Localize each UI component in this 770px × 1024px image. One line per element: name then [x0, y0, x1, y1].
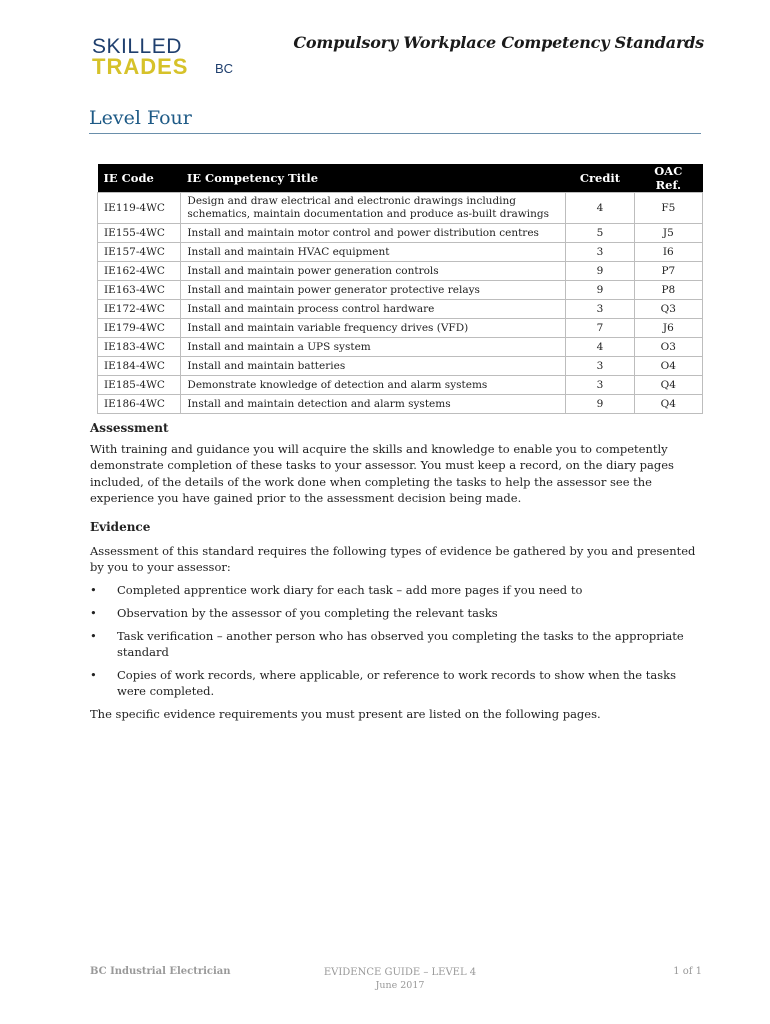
cell-oac: Q4 [634, 376, 702, 395]
table-row [98, 193, 703, 224]
cell-credit: 9 [566, 281, 634, 300]
bullet-icon: • [90, 606, 97, 620]
bullet-icon: • [90, 668, 97, 682]
header-ie-code: IE Code [98, 164, 181, 193]
footer-trade-name: BC Industrial Electrician [90, 966, 231, 977]
competency-table [97, 164, 703, 414]
cell-oac: F5 [634, 193, 702, 224]
footer-date: June 2017 [375, 980, 425, 991]
heading-divider [89, 133, 701, 134]
cell-oac: O3 [634, 338, 702, 357]
table-row [98, 338, 703, 357]
cell-credit: 5 [566, 224, 634, 243]
cell-code: IE179-4WC [98, 319, 181, 338]
cell-title: Install and maintain a UPS system [181, 338, 566, 357]
logo-line-skilled: SKILLED [92, 35, 182, 58]
table-header-row [98, 164, 703, 193]
evidence-bullet-list [90, 582, 700, 722]
cell-code: IE157-4WC [98, 243, 181, 262]
list-item-text: Completed apprentice work diary for each task – add more pages if you need to [117, 583, 583, 597]
assessment-section [90, 420, 700, 507]
cell-oac: I6 [634, 243, 702, 262]
table-row [98, 319, 703, 338]
cell-code: IE185-4WC [98, 376, 181, 395]
cell-credit: 3 [566, 300, 634, 319]
table-row [98, 357, 703, 376]
cell-oac: O4 [634, 357, 702, 376]
document-header-title: Compulsory Workplace Competency Standards [293, 33, 704, 52]
list-item-text: Task verification – another person who has observed you completing the tasks to the appropriate standard [117, 629, 684, 659]
cell-title: Demonstrate knowledge of detection and alarm systems [181, 376, 566, 395]
cell-oac: P7 [634, 262, 702, 281]
evidence-closing: The specific evidence requirements you must present are listed on the following pages. [90, 707, 601, 721]
cell-code: IE183-4WC [98, 338, 181, 357]
cell-credit: 4 [566, 338, 634, 357]
cell-title: Install and maintain process control hardware [181, 300, 566, 319]
cell-title: Install and maintain variable frequency drives (VFD) [181, 319, 566, 338]
evidence-intro: Assessment of this standard requires the following types of evidence be gathered by you and presented by you to your assessor: [90, 543, 696, 574]
table-row [98, 262, 703, 281]
footer-page-number: 1 of 1 [673, 966, 702, 977]
cell-code: IE184-4WC [98, 357, 181, 376]
table-row [98, 395, 703, 414]
bullet-icon: • [90, 629, 97, 643]
cell-code: IE172-4WC [98, 300, 181, 319]
cell-oac: Q4 [634, 395, 702, 414]
header-oac-ref: OAC Ref. [634, 164, 702, 193]
cell-oac: Q3 [634, 300, 702, 319]
cell-title: Install and maintain motor control and power distribution centres [181, 224, 566, 243]
cell-credit: 4 [566, 193, 634, 224]
bullet-icon: • [90, 583, 97, 597]
cell-oac: J6 [634, 319, 702, 338]
header-credit: Credit [566, 164, 634, 193]
header-competency-title: IE Competency Title [181, 164, 566, 193]
table-row [98, 300, 703, 319]
table-row [98, 243, 703, 262]
list-item-text: Copies of work records, where applicable, or reference to work records to show when the tasks were completed. [117, 668, 677, 698]
table-row [98, 224, 703, 243]
cell-title: Install and maintain power generator protective relays [181, 281, 566, 300]
logo-line-trades: TRADES [92, 54, 189, 79]
skilled-trades-bc-logo [92, 36, 242, 80]
table-row [98, 281, 703, 300]
logo-line-bc: BC [215, 61, 234, 76]
assessment-title: Assessment [90, 421, 169, 435]
list-item [90, 605, 700, 621]
list-item [90, 667, 700, 699]
cell-title: Install and maintain power generation controls [181, 262, 566, 281]
assessment-body: With training and guidance you will acquire the skills and knowledge to enable you to competently demonstrate completion of these tasks to your assessor. You must keep a record, on the diary pages included, of the details of the work done when completing the tasks to help the assessor see the experience you have gained prior to the assessment decision being made. [90, 441, 674, 505]
cell-credit: 3 [566, 357, 634, 376]
cell-credit: 3 [566, 243, 634, 262]
cell-title: Design and draw electrical and electronic drawings including schematics, maintain documentation and produce as-built drawings [181, 193, 566, 224]
evidence-section [90, 519, 700, 576]
cell-credit: 9 [566, 262, 634, 281]
list-item [90, 582, 700, 598]
cell-oac: P8 [634, 281, 702, 300]
list-item [90, 628, 700, 660]
level-heading: Level Four [89, 107, 192, 129]
cell-title: Install and maintain batteries [181, 357, 566, 376]
cell-credit: 9 [566, 395, 634, 414]
cell-title: Install and maintain HVAC equipment [181, 243, 566, 262]
cell-code: IE155-4WC [98, 224, 181, 243]
evidence-title: Evidence [90, 520, 151, 534]
list-item-text: Observation by the assessor of you completing the relevant tasks [117, 606, 498, 620]
cell-title: Install and maintain detection and alarm systems [181, 395, 566, 414]
cell-credit: 3 [566, 376, 634, 395]
table-row [98, 376, 703, 395]
cell-code: IE163-4WC [98, 281, 181, 300]
cell-code: IE162-4WC [98, 262, 181, 281]
footer-guide-label: EVIDENCE GUIDE – LEVEL 4 [323, 967, 477, 978]
cell-oac: J5 [634, 224, 702, 243]
cell-credit: 7 [566, 319, 634, 338]
cell-code: IE119-4WC [98, 193, 181, 224]
cell-code: IE186-4WC [98, 395, 181, 414]
footer-guide-title [320, 966, 480, 992]
